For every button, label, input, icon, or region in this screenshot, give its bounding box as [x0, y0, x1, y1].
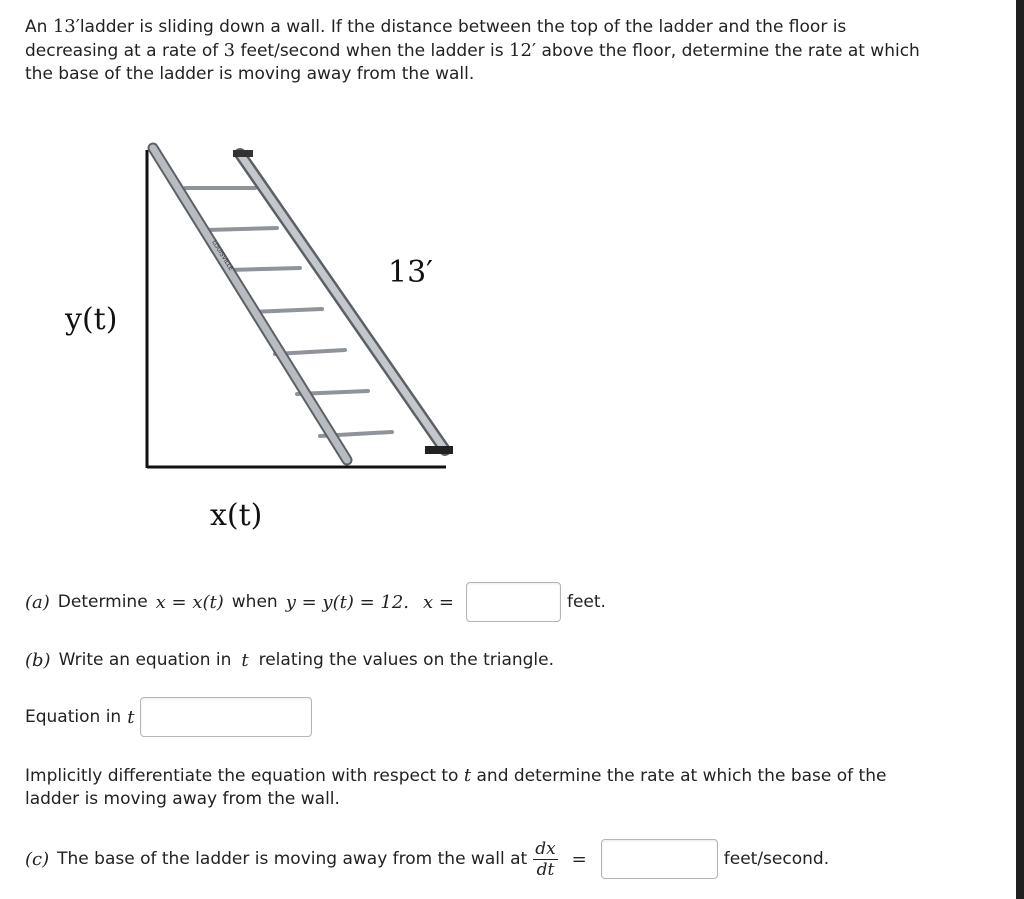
- ladder-left-rail: [153, 148, 347, 460]
- part-a-row: (a) Determine x = x(t) when y = y(t) = 12. x = feet.: [25, 582, 606, 622]
- ladder-figure: [0, 120, 520, 540]
- ladder-foot: [425, 446, 453, 454]
- ladder-top-cap: [233, 150, 253, 157]
- implicit-instructions: Implicitly differentiate the equation with respect to t and determine the rate at which the base of the ladder is moving away from the wall.: [25, 765, 887, 809]
- window-edge-strip: [1016, 0, 1024, 899]
- ladder-brand-decal: LOUISVILLE: [210, 239, 235, 273]
- label-y-of-t: y(t): [65, 302, 118, 337]
- part-a-math-x-equals: x =: [423, 591, 454, 613]
- part-a-math-y: y = y(t) = 12.: [285, 591, 409, 613]
- problem-statement: [25, 15, 985, 86]
- height-value: 12: [509, 40, 532, 61]
- label-x-of-t: x(t): [210, 498, 263, 533]
- part-c-answer-input[interactable]: [601, 839, 718, 879]
- problem-line-3: the base of the ladder is moving away from the wall.: [25, 64, 475, 84]
- problem-line-2: decreasing at a rate of 3 feet/second when the ladder is 12′ above the floor, determine the rate at which: [25, 40, 920, 61]
- part-a-answer-input[interactable]: [466, 582, 561, 622]
- part-c-row: (c) The base of the ladder is moving away from the wall at $\frac{dx}{dt}$ = feet/second.: [25, 838, 830, 880]
- equation-row: Equation in t: [25, 697, 312, 737]
- ladder-image: [153, 148, 453, 460]
- problem-line-1: An 13′ladder is sliding down a wall. If the distance between the top of the ladder and the floor is: [25, 16, 847, 37]
- part-a-tag: (a): [25, 591, 50, 613]
- rate-value: 3: [223, 40, 236, 61]
- part-a-unit: feet.: [566, 592, 606, 612]
- equation-answer-input[interactable]: [140, 697, 312, 737]
- ladder-right-rail: [240, 154, 445, 450]
- part-c-tag: (c): [25, 848, 50, 870]
- part-b-row: (b) Write an equation in t relating the values on the triangle.: [25, 649, 555, 671]
- equation-label: Equation in: [25, 707, 122, 727]
- dx-dt-fraction: $\frac{dx}{dt}$: [535, 838, 556, 880]
- ladder-length-value: 13: [52, 16, 76, 37]
- part-c-unit: feet/second.: [723, 849, 830, 869]
- part-b-tag: (b): [25, 649, 51, 671]
- part-a-math-x: x = x(t): [155, 591, 224, 613]
- label-ladder-length: 13′: [388, 255, 433, 290]
